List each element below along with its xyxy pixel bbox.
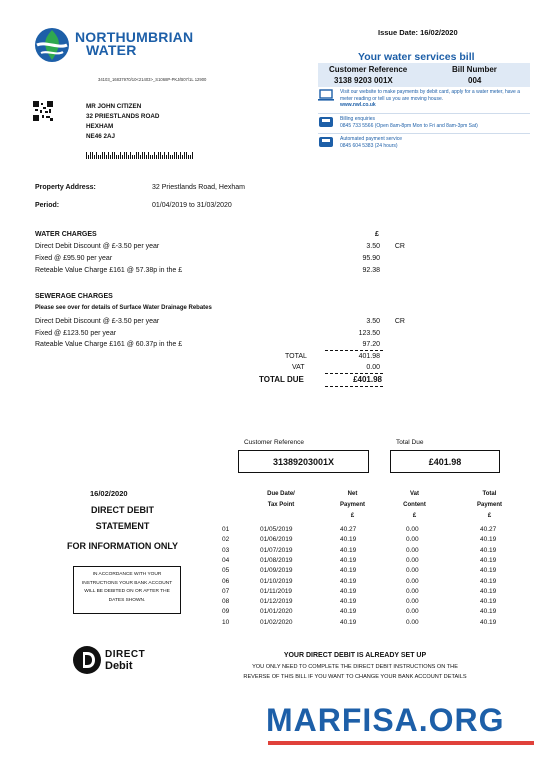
barcode-bar [132,155,133,159]
net-payment-cell: 40.19 [340,618,357,626]
vat-content-cell: 0.00 [406,526,419,533]
info-website-text: Visit our website to make payments by debit card, apply for a water meter, have a meter reading or tell us you are moving house. [340,89,520,102]
due-date-cell: 01/10/2019 [260,577,293,585]
qr-code-icon [33,101,53,121]
footer-line3: REVERSE OF THIS BILL IF YOU WANT TO CHANGE YOUR BANK ACCOUNT DETAILS [243,674,467,680]
period-label: Period: [35,202,60,209]
dd-table-row [222,578,502,588]
phone-icon [318,116,334,128]
total-payment-cell: 40.19 [480,536,497,544]
barcode-bar [144,152,145,159]
bill-title: Your water services bill [358,51,475,63]
barcode-bar [88,155,89,159]
brand-name-line1: NORTHUMBRIAN [75,29,194,45]
barcode-bar [116,155,117,159]
statement-date: 16/02/2020 [90,489,128,498]
barcode-bar [154,152,155,159]
dd-table-row [222,536,502,546]
net-payment-cell: 40.19 [340,577,357,585]
postal-barcode [86,152,196,161]
slip-ref-value: 31389203001X [272,456,335,467]
reference-code: 34103_16837970/10<21403>_S1068P-PKJ/B07/1L 12900 [98,77,207,82]
phone-icon [318,136,334,148]
payment-phone: 0845 604 5383 (24 hours) [340,142,398,149]
customer-ref-label: Customer Reference [329,65,408,74]
property-address-value: 32 Priestlands Road, Hexham [152,184,245,191]
vat-content-cell: 0.00 [406,587,419,595]
barcode-bar [156,155,157,159]
statement-title-1: DIRECT DEBIT [91,505,154,515]
barcode-bar [102,152,103,159]
property-address-label: Property Address: [35,184,96,191]
barcode-bar [92,152,93,159]
barcode-bar [114,152,115,159]
total-payment-cell: 40.19 [480,546,497,554]
barcode-bar [174,152,175,159]
statement-title-2: STATEMENT [95,521,150,531]
due-date-cell: 01/09/2019 [260,567,293,575]
water-charges-title: WATER CHARGES [35,231,97,238]
total-payment-cell: 40.27 [480,526,497,533]
total-payment-cell: 40.19 [480,556,497,564]
slip-total-label: Total Due [396,439,424,446]
barcode-bar [142,152,143,159]
dd-table-row [222,567,502,577]
direct-debit-logo [72,645,172,675]
period-value: 01/04/2019 to 31/03/2020 [152,202,232,209]
vat-value: 0.00 [366,364,380,371]
bill-number-value: 004 [468,76,482,85]
due-date-cell: 01/02/2020 [260,618,293,626]
due-date-cell: 01/07/2019 [260,546,293,554]
due-date-cell: 01/11/2019 [260,587,293,595]
barcode-bar [146,155,147,159]
dd-table-row [222,526,502,536]
due-date-cell: 01/12/2019 [260,598,293,606]
barcode-bar [176,152,177,159]
footer-line1: YOUR DIRECT DEBIT IS ALREADY SET UP [283,652,427,659]
bill-number-label: Bill Number [452,65,497,74]
barcode-bar [190,155,191,159]
dd-table-row [222,608,502,618]
row-number: 04 [222,556,230,564]
net-payment-cell: 40.19 [340,546,357,554]
barcode-bar [162,155,163,159]
water-row: Reteable Value Charge £161 @ 57.38p in the £ 92.38 [35,267,380,274]
vat-content-cell: 0.00 [406,556,419,564]
barcode-bar [152,155,153,159]
col-vat-header: Vat Content £ [403,491,426,519]
totals-divider [325,386,383,387]
barcode-bar [104,152,105,159]
net-payment-cell: 40.19 [340,567,357,575]
brand-name-line2: WATER [86,42,137,58]
customer-name: MR JOHN CITIZEN [86,103,142,110]
total-payment-cell: 40.19 [480,598,497,606]
vat-content-cell: 0.00 [406,598,419,606]
watermark: MARFISA.ORG [266,702,505,738]
sewerage-row: Fixed @ £123.50 per year 123.50 [35,330,380,337]
barcode-bar [172,155,173,159]
info-website [318,89,530,114]
direct-debit-line2: Debit [105,660,133,672]
row-number: 08 [222,598,230,606]
barcode-bar [90,152,91,159]
barcode-bar [158,152,159,159]
barcode-bar [98,155,99,159]
sewerage-row: Direct Debit Discount @ £-3.50 per year 3.50 CR [35,318,405,325]
net-payment-cell: 40.27 [340,526,357,533]
total-label: TOTAL [285,353,307,360]
slip-ref-box [238,450,369,473]
address-block [86,102,159,142]
barcode-bar [138,152,139,159]
col-net-header: Net Payment £ [339,491,365,519]
net-payment-cell: 40.19 [340,598,357,606]
row-number: 09 [222,608,230,616]
watermark-underline [268,741,534,745]
row-number: 02 [222,536,230,544]
currency-symbol: £ [375,231,379,238]
net-payment-cell: 40.19 [340,556,357,564]
issue-date: Issue Date: 16/02/2020 [378,28,458,37]
row-number: 06 [222,577,230,585]
barcode-bar [160,152,161,159]
barcode-bar [184,152,185,159]
slip-ref-label: Customer Reference [244,439,304,446]
sewerage-charges-title: SEWERAGE CHARGES [35,293,113,300]
col-total-header: Total Payment £ [476,491,502,519]
net-payment-cell: 40.19 [340,608,357,616]
direct-debit-line1: DIRECT [105,649,146,660]
address-line1: 32 PRIESTLANDS ROAD [86,113,160,120]
dd-table-row [222,598,502,608]
water-row: Direct Debit Discount @ £-3.50 per year 3.50 CR [35,243,405,250]
total-due-value: £401.98 [353,375,382,384]
barcode-bar [94,155,95,159]
due-date-cell: 01/08/2019 [260,556,293,564]
barcode-bar [120,152,121,159]
barcode-bar [86,152,87,159]
address-line2: HEXHAM [86,123,114,130]
barcode-bar [96,152,97,159]
barcode-bar [128,155,129,159]
barcode-bar [150,155,151,159]
row-number: 05 [222,567,230,575]
dd-table-row [222,619,502,629]
vat-content-cell: 0.00 [406,536,419,544]
barcode-bar [188,155,189,159]
totals-divider [325,373,383,374]
billing-phone: 0845 733 5566 (Open 8am-8pm Mon to Fri and 8am-3pm Sat) [340,122,478,129]
payment-label: Automated payment service [340,136,402,142]
row-number: 10 [222,618,230,626]
barcode-bar [170,155,171,159]
vat-content-cell: 0.00 [406,546,419,554]
debit-notice-box [73,566,181,614]
due-date-cell: 01/06/2019 [260,536,293,544]
address-postcode: NE46 2AJ [86,133,116,140]
water-row: Fixed @ £95.90 per year 95.90 [35,255,380,262]
barcode-bar [164,152,165,159]
statement-title-3: FOR INFORMATION ONLY [67,541,178,551]
barcode-bar [186,152,187,159]
vat-content-cell: 0.00 [406,608,419,616]
debit-notice-text: IN ACCORDANCE WITH YOUR INSTRUCTIONS YOUR BANK ACCOUNT WILL BE DEBITED ON OR AFTER THE DATES SHOWN. [81,572,173,603]
barcode-bar [182,155,183,159]
barcode-bar [100,155,101,159]
footer-line2: YOU ONLY NEED TO COMPLETE THE DIRECT DEBIT INSTRUCTIONS ON THE [252,664,458,670]
vat-content-cell: 0.00 [406,618,419,626]
vat-content-cell: 0.00 [406,577,419,585]
total-payment-cell: 40.19 [480,567,497,575]
row-number: 07 [222,587,230,595]
due-date-cell: 01/05/2019 [260,526,293,533]
sewerage-row: Rateable Value Charge £161 @ 60.37p in the £ 97.20 [35,341,380,348]
barcode-bar [124,152,125,159]
barcode-bar [122,155,123,159]
barcode-bar [110,155,111,159]
total-payment-cell: 40.19 [480,577,497,585]
barcode-bar [136,152,137,159]
billing-label: Billing enquiries [340,116,376,122]
vat-content-cell: 0.00 [406,567,419,575]
barcode-bar [148,152,149,159]
barcode-bar [180,152,181,159]
dd-table-row [222,547,502,557]
barcode-bar [118,155,119,159]
barcode-bar [108,152,109,159]
net-payment-cell: 40.19 [340,587,357,595]
info-payment [318,136,530,154]
info-panel [318,89,530,154]
vat-label: VAT [292,364,305,371]
direct-debit-icon [72,645,102,675]
company-logo [33,26,71,64]
total-due-label: TOTAL DUE [259,375,304,384]
barcode-bar [178,155,179,159]
barcode-bar [112,152,113,159]
barcode-bar [168,152,169,159]
sewerage-note: Please see over for details of Surface Water Drainage Rebates [35,305,212,311]
barcode-bar [166,155,167,159]
barcode-bar [140,155,141,159]
col-due-date-header: Due Date/ Tax Point [267,491,295,508]
website-link[interactable]: www.nwl.co.uk [340,102,376,108]
slip-total-box [390,450,500,473]
total-payment-cell: 40.19 [480,608,497,616]
customer-ref-box [318,63,530,87]
due-date-cell: 01/01/2020 [260,608,293,616]
droplet-logo-icon [33,26,71,64]
dd-table-row [222,557,502,567]
info-billing [318,116,530,134]
qr-code [33,101,53,121]
total-payment-cell: 40.19 [480,587,497,595]
row-number: 01 [222,526,230,533]
slip-total-value: £401.98 [428,456,462,467]
dd-table-row [222,588,502,598]
customer-ref-value: 3138 9203 001X [334,76,393,85]
barcode-bar [130,152,131,159]
barcode-bar [126,152,127,159]
net-payment-cell: 40.19 [340,536,357,544]
barcode-bar [106,155,107,159]
barcode-bar [192,152,193,159]
totals-divider [325,350,383,351]
barcode-bar [134,155,135,159]
computer-icon [318,89,334,101]
total-payment-cell: 40.19 [480,618,497,626]
row-number: 03 [222,546,230,554]
total-value: 401.98 [358,353,380,360]
